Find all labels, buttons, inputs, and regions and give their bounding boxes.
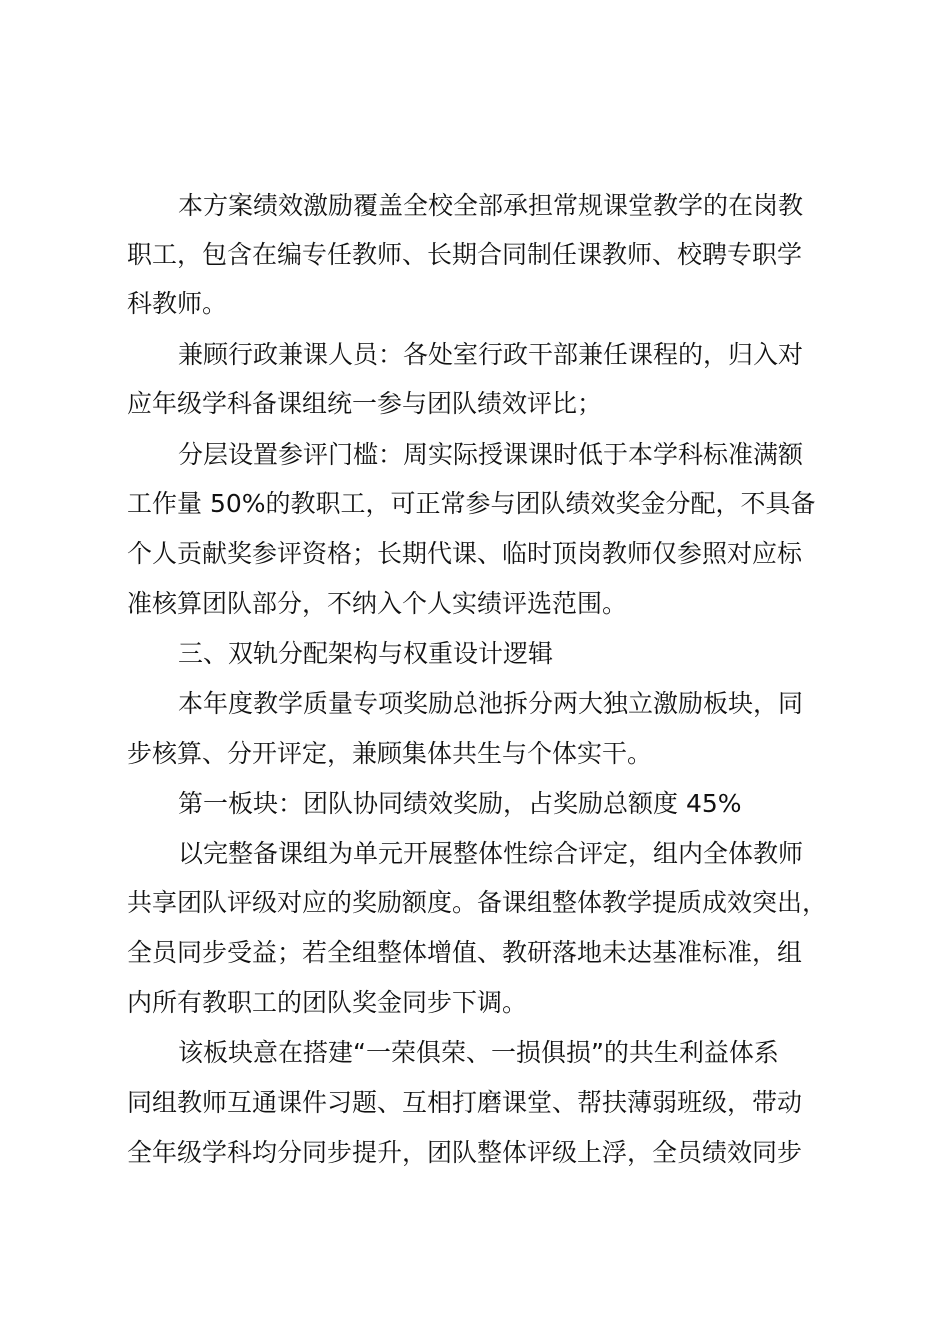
text-line: 同组教师互通课件习题、互相打磨课堂、帮扶薄弱班级，带动 [127, 1088, 803, 1117]
text-line: 本年度教学质量专项奖励总池拆分两大独立激励板块，同 [178, 689, 804, 718]
text-line: 分层设置参评门槛：周实际授课课时低于本学科标准满额 [178, 440, 804, 469]
text-line: 准核算团队部分，不纳入个人实绩评选范围。 [127, 589, 628, 618]
text-line: 工作量 50%的教职工，可正常参与团队绩效奖金分配，不具备 [127, 489, 816, 518]
text-line: 应年级学科备课组统一参与团队绩效评比； [127, 389, 603, 418]
text-line: 第一板块：团队协同绩效奖励，占奖励总额度 45% [178, 789, 742, 818]
text-line: 该板块意在搭建“一荣俱荣、一损俱损”的共生利益体系 [178, 1038, 779, 1067]
text-line: 本方案绩效激励覆盖全校全部承担常规课堂教学的在岗教 [178, 191, 804, 220]
text-line: 步核算、分开评定，兼顾集体共生与个体实干。 [127, 739, 653, 768]
text-line: 内所有教职工的团队奖金同步下调。 [127, 988, 528, 1017]
text-line: 全年级学科均分同步提升，团队整体评级上浮，全员绩效同步 [127, 1138, 803, 1167]
text-line: 兼顾行政兼课人员：各处室行政干部兼任课程的，归入对 [178, 340, 804, 369]
text-line: 个人贡献奖参评资格；长期代课、临时顶岗教师仅参照对应标 [127, 539, 803, 568]
text-line: 共享团队评级对应的奖励额度。备课组整体教学提质成效突出， [127, 888, 828, 917]
text-line: 以完整备课组为单元开展整体性综合评定，组内全体教师 [178, 839, 804, 868]
section-heading: 三、双轨分配架构与权重设计逻辑 [178, 639, 554, 668]
text-line: 全员同步受益；若全组整体增值、教研落地未达基准标准，组 [127, 938, 803, 967]
text-line: 职工，包含在编专任教师、长期合同制任课教师、校聘专职学 [127, 240, 803, 269]
text-line: 科教师。 [127, 289, 228, 318]
